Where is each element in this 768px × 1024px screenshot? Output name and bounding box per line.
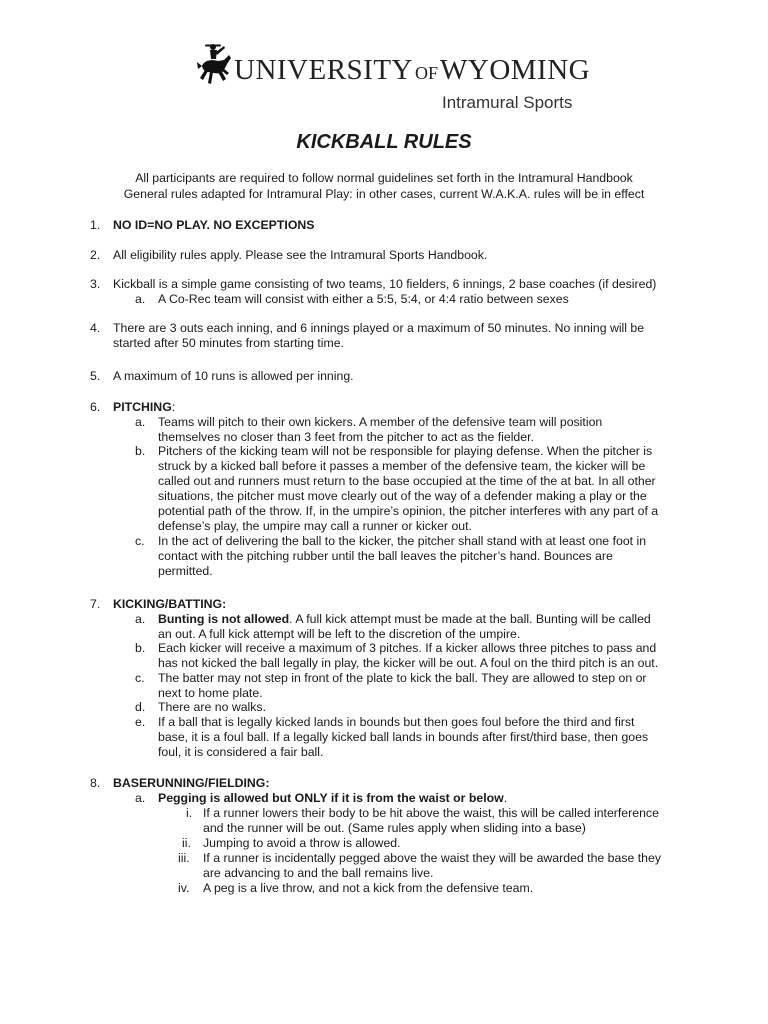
sub-item-marker: b. <box>135 444 146 458</box>
sub-item-text: foul, it is considered a fair ball. <box>158 745 324 759</box>
rule-number: 5. <box>90 369 101 383</box>
rule-heading: BASERUNNING/FIELDING: <box>113 776 270 790</box>
roman-item-text: A peg is a live throw, and not a kick from the defensive team. <box>203 881 534 895</box>
sub-item-text: defense’s play, the umpire may call a runner or kicker out. <box>158 519 472 533</box>
sub-item-text: Pegging is allowed but ONLY if it is from the waist or below. <box>158 791 508 805</box>
sub-item-text: Pitchers of the kicking team will not be responsible for playing defense. When the pitcher is <box>158 444 653 458</box>
university-name: UNIVERSITY OFWYOMING <box>234 54 591 86</box>
sub-item-marker: c. <box>135 671 145 685</box>
sub-item-text: potential path of the throw. If, in the umpire’s opinion, the pitcher interferes with any part of a <box>158 504 659 518</box>
sub-item-text: In the act of delivering the ball to the kicker, the pitcher shall stand with at least one foot in <box>158 534 647 548</box>
roman-item-marker: i. <box>186 806 193 820</box>
roman-item-text: If a runner is incidentally pegged above the waist they will be awarded the base they <box>203 851 661 865</box>
rule-number: 8. <box>90 776 101 790</box>
rule-text: All eligibility rules apply. Please see the Intramural Sports Handbook. <box>113 248 488 262</box>
sub-item-text: Bunting is not allowed. A full kick attempt must be made at the ball. Bunting will be called <box>158 612 651 626</box>
sub-item-marker: a. <box>135 292 146 306</box>
rule-heading: KICKING/BATTING: <box>113 597 227 611</box>
sub-item-text: Each kicker will receive a maximum of 3 pitches. If a kicker allows three pitches to pass and <box>158 641 657 655</box>
rule-number: 4. <box>90 321 101 335</box>
sub-item-marker: d. <box>135 700 146 714</box>
sub-item-text: has not kicked the ball legally in play, the kicker will be out. A foul on the third pitch is an out. <box>158 656 659 670</box>
rule-heading: PITCHING: <box>113 400 176 414</box>
roman-item-text: If a runner lowers their body to be hit above the waist, this will be called interference <box>203 806 659 820</box>
sub-item-marker: b. <box>135 641 146 655</box>
rule-number: 1. <box>90 218 101 232</box>
sub-item-text: situations, the pitcher must move clearly out of the way of a defender making a play or the <box>158 489 647 503</box>
sub-item-text: Teams will pitch to their own kickers. A member of the defensive team will position <box>158 415 603 429</box>
rule-number: 2. <box>90 248 101 262</box>
rule-text: NO ID=NO PLAY. NO EXCEPTIONS <box>113 218 315 232</box>
document-title: KICKBALL RULES <box>296 131 472 153</box>
intro-line: All participants are required to follow normal guidelines set forth in the Intramural Handbook <box>135 171 633 185</box>
roman-item-text: and the runner will be out. (Same rules apply when sliding into a base) <box>203 821 586 835</box>
sub-item-marker: a. <box>135 612 146 626</box>
sub-item-text: called out and runners must return to the base occupied at the time of the at bat. In all other <box>158 474 656 488</box>
bucking-horse-logo-icon <box>196 42 232 100</box>
roman-item-text: Jumping to avoid a throw is allowed. <box>203 836 401 850</box>
sub-item-marker: e. <box>135 715 146 729</box>
rule-number: 3. <box>90 277 101 291</box>
rule-text: There are 3 outs each inning, and 6 innings played or a maximum of 50 minutes. No inning will be <box>113 321 645 335</box>
rule-text: started after 50 minutes from starting time. <box>113 336 344 350</box>
sub-item-text: themselves no closer than 3 feet from the pitcher to act as the fielder. <box>158 430 534 444</box>
roman-item-text: are advancing to and the ball remains live. <box>203 866 434 880</box>
rule-number: 6. <box>90 400 101 414</box>
sub-item-text: permitted. <box>158 564 213 578</box>
sub-item-text: next to home plate. <box>158 686 263 700</box>
sub-item-text: A Co-Rec team will consist with either a 5:5, 5:4, or 4:4 ratio between sexes <box>158 292 569 306</box>
sub-item-marker: a. <box>135 791 146 805</box>
roman-item-marker: iv. <box>178 881 190 895</box>
sub-item-marker: a. <box>135 415 146 429</box>
letterhead <box>196 42 591 120</box>
sub-item-text: base, it is a foul ball. If a legally kicked ball lands in bounds after first/third base, then goes <box>158 730 649 744</box>
sub-item-text: contact with the pitching rubber until the ball leaves the pitcher’s hand. Bounces are <box>158 549 613 563</box>
roman-item-marker: ii. <box>182 836 191 850</box>
sub-item-marker: c. <box>135 534 145 548</box>
sub-item-text: an out. A full kick attempt will be left to the discretion of the umpire. <box>158 627 521 641</box>
rule-text: Kickball is a simple game consisting of two teams, 10 fielders, 6 innings, 2 base coaches (if desired) <box>113 277 657 291</box>
sub-item-text: struck by a kicked ball before it passes a member of the defensive team, the kicker will be <box>158 459 646 473</box>
rule-number: 7. <box>90 597 101 611</box>
sub-item-text: If a ball that is legally kicked lands in bounds but then goes foul before the third and first <box>158 715 635 729</box>
rule-text: A maximum of 10 runs is allowed per inning. <box>113 369 354 383</box>
department-name: Intramural Sports <box>442 93 573 112</box>
intro-line: General rules adapted for Intramural Play: in other cases, current W.A.K.A. rules will be in effect <box>123 187 645 201</box>
sub-item-text: There are no walks. <box>158 700 266 714</box>
sub-item-text: The batter may not step in front of the plate to kick the ball. They are allowed to step on or <box>158 671 647 685</box>
roman-item-marker: iii. <box>178 851 190 865</box>
